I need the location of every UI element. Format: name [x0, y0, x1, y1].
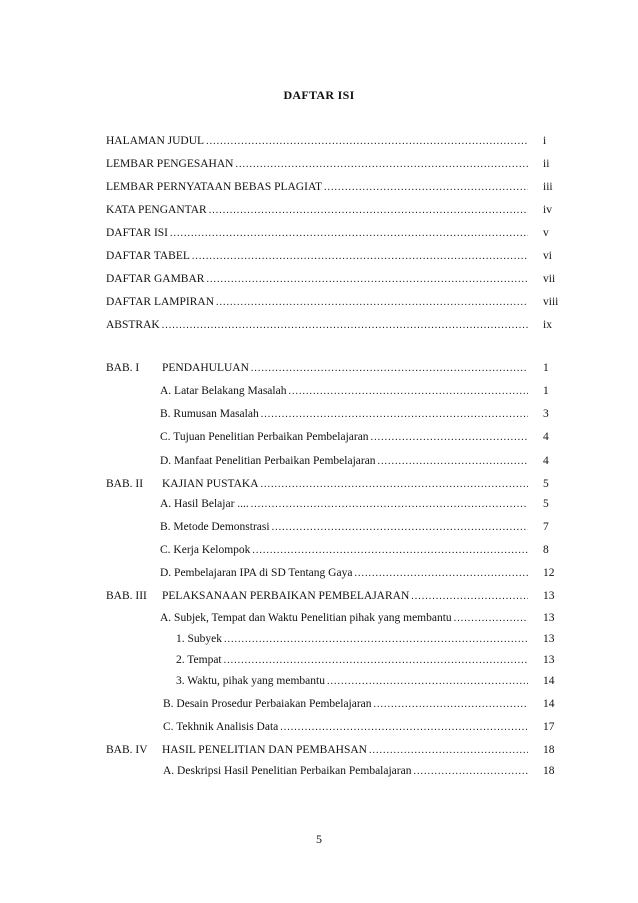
toc-entry-row: [163, 762, 528, 780]
toc-entry-row: [160, 541, 528, 559]
toc-entry-label: [160, 495, 249, 513]
toc-page-number: 4: [543, 455, 549, 467]
toc-page-number: viii: [543, 296, 559, 308]
dot-leader: [288, 383, 528, 401]
toc-entry-label: [176, 630, 222, 648]
toc-page-number: ii: [543, 158, 550, 170]
toc-entry-row: [163, 695, 528, 713]
toc-page-number: 7: [543, 521, 549, 533]
toc-entry-label: [160, 452, 376, 470]
toc-entry-row: [163, 718, 528, 736]
chapter-number: BAB. II: [106, 478, 144, 490]
dot-leader: [251, 360, 528, 378]
toc-page-number: 13: [543, 633, 555, 645]
toc-entry-text: KAJIAN PUSTAKA: [162, 478, 259, 490]
toc-entry-label: [106, 587, 409, 605]
dot-leader: [272, 519, 528, 537]
dot-leader: [324, 179, 528, 197]
toc-page-number: 13: [543, 654, 555, 666]
toc-entry-text: PELAKSANAAN PERBAIKAN PEMBELAJARAN: [162, 590, 410, 602]
toc-entry-label: [106, 247, 190, 265]
toc-entry-label: [160, 541, 250, 559]
toc-entry-row: [160, 405, 528, 423]
toc-entry-text: A. Deskripsi Hasil Penelitian Perbaikan Pembalajaran: [163, 765, 412, 777]
toc-entry-text: DAFTAR LAMPIRAN: [106, 296, 215, 308]
dot-leader: [224, 652, 528, 670]
toc-entry-text: C. Tujuan Penelitian Perbaikan Pembelajaran: [160, 431, 369, 443]
toc-chapter-row: [106, 475, 528, 493]
toc-entry-label: [160, 518, 270, 536]
dot-leader: [261, 406, 528, 424]
toc-entry-text: 1. Subyek: [176, 633, 222, 645]
toc-entry-row: [106, 224, 528, 242]
dot-leader: [374, 696, 528, 714]
toc-page-number: 1: [543, 385, 549, 397]
toc-entry-label: [106, 293, 214, 311]
toc-entry-text: ABSTRAK: [106, 319, 160, 331]
toc-entry-label: [106, 155, 233, 173]
toc-entry-text: DAFTAR TABEL: [106, 250, 190, 262]
dot-leader: [280, 719, 528, 737]
toc-page-number: iii: [543, 181, 553, 193]
toc-page-number: v: [543, 227, 549, 239]
toc-page-number: 8: [543, 544, 549, 556]
toc-entry-text: B. Metode Demonstrasi: [160, 521, 270, 533]
toc-entry-text: LEMBAR PENGESAHAN: [106, 158, 234, 170]
toc-entry-text: A. Latar Belakang Masalah: [160, 385, 287, 397]
toc-entry-text: LEMBAR PERNYATAAN BEBAS PLAGIAT: [106, 181, 323, 193]
toc-page-number: 17: [543, 721, 555, 733]
toc-chapter-row: [106, 587, 528, 605]
toc-entry-text: DAFTAR ISI: [106, 227, 169, 239]
toc-entry-row: [106, 201, 528, 219]
toc-page-number: 12: [543, 567, 555, 579]
toc-entry-label: [106, 132, 204, 150]
toc-entry-label: [160, 609, 452, 627]
toc-entry-text: B. Rumusan Masalah: [160, 408, 259, 420]
toc-entry-text: D. Manfaat Penelitian Perbaikan Pembelajaran: [160, 455, 376, 467]
toc-entry-row: [106, 132, 528, 150]
toc-entry-text: D. Pembelajaran IPA di SD Tentang Gaya: [160, 567, 353, 579]
dot-leader: [192, 248, 528, 266]
toc-page-number: 13: [543, 590, 555, 602]
dot-leader: [216, 294, 528, 312]
toc-entry-row: [106, 270, 528, 288]
toc-entry-label: [106, 316, 160, 334]
dot-leader: [261, 476, 528, 494]
toc-entry-label: [163, 695, 372, 713]
toc-entry-label: [106, 475, 259, 493]
toc-entry-label: [160, 382, 286, 400]
toc-entry-label: [176, 672, 325, 690]
toc-chapter-row: [106, 741, 528, 759]
toc-entry-text: A. Hasil Belajar ....: [160, 498, 249, 510]
toc-entry-row: [106, 293, 528, 311]
dot-leader: [411, 588, 528, 606]
toc-page-number: iv: [543, 204, 552, 216]
toc-entry-text: PENDAHULUAN: [162, 362, 249, 374]
dot-leader: [454, 610, 528, 628]
toc-entry-row: [160, 518, 528, 536]
dot-leader: [162, 317, 528, 335]
toc-entry-row: [106, 247, 528, 265]
toc-entry-label: [160, 564, 352, 582]
dot-leader: [170, 225, 528, 243]
dot-leader: [413, 763, 528, 781]
dot-leader: [252, 542, 528, 560]
toc-entry-label: [176, 651, 222, 669]
toc-entry-row: [160, 382, 528, 400]
toc-entry-text: 3. Waktu, pihak yang membantu: [176, 675, 325, 687]
toc-entry-row: [176, 651, 528, 669]
toc-entry-text: HASIL PENELITIAN DAN PEMBAHSAN: [162, 744, 367, 756]
toc-entry-label: [106, 178, 322, 196]
toc-entry-text: 2. Tempat: [176, 654, 222, 666]
dot-leader: [371, 429, 528, 447]
toc-entry-text: DAFTAR GAMBAR: [106, 273, 205, 285]
toc-entry-row: [176, 672, 528, 690]
chapter-number: BAB. I: [106, 362, 140, 374]
toc-entry-row: [160, 609, 528, 627]
toc-entry-text: HALAMAN JUDUL: [106, 135, 205, 147]
toc-entry-label: [160, 405, 259, 423]
toc-page-number: i: [543, 135, 547, 147]
toc-page-number: vi: [543, 250, 552, 262]
toc-entry-row: [160, 428, 528, 446]
toc-entry-text: B. Desain Prosedur Perbaiakan Pembelajaran: [163, 698, 372, 710]
toc-page-number: 18: [543, 765, 555, 777]
dot-leader: [224, 631, 528, 649]
toc-entry-row: [106, 178, 528, 196]
dot-leader: [235, 156, 528, 174]
toc-entry-label: [106, 201, 207, 219]
toc-entry-label: [163, 718, 278, 736]
dot-leader: [209, 202, 528, 220]
toc-entry-text: KATA PENGANTAR: [106, 204, 207, 216]
dot-leader: [206, 271, 528, 289]
toc-entry-label: [160, 428, 369, 446]
toc-page-number: 3: [543, 408, 549, 420]
toc-page-number: ix: [543, 319, 552, 331]
dot-leader: [378, 453, 528, 471]
toc-entry-row: [106, 316, 528, 334]
toc-page-number: 18: [543, 744, 555, 756]
toc-entry-row: [106, 155, 528, 173]
dot-leader: [327, 673, 528, 691]
toc-entry-text: C. Kerja Kelompok: [160, 544, 251, 556]
dot-leader: [206, 133, 528, 151]
toc-entry-row: [160, 564, 528, 582]
toc-entry-row: [176, 630, 528, 648]
toc-entry-row: [160, 495, 528, 513]
dot-leader: [251, 496, 528, 514]
toc-entry-label: [106, 224, 168, 242]
toc-page-number: vii: [543, 273, 556, 285]
toc-page-number: 5: [543, 478, 549, 490]
chapter-number: BAB. III: [106, 590, 147, 602]
toc-page-number: 5: [543, 498, 549, 510]
toc-entry-label: [106, 741, 367, 759]
toc-chapter-row: [106, 359, 528, 377]
toc-page-number: 1: [543, 362, 549, 374]
page-title: DAFTAR ISI: [283, 88, 355, 102]
chapter-number: BAB. IV: [106, 744, 148, 756]
page-number: 5: [316, 832, 322, 846]
toc-entry-label: [106, 270, 204, 288]
toc-page-number: 14: [543, 675, 555, 687]
toc-entry-label: [106, 359, 249, 377]
toc-page-number: 4: [543, 431, 549, 443]
toc-entry-row: [160, 452, 528, 470]
toc-page-number: 14: [543, 698, 555, 710]
toc-page-number: 13: [543, 612, 555, 624]
toc-entry-label: [163, 762, 411, 780]
toc-entry-text: A. Subjek, Tempat dan Waktu Penelitian pihak yang membantu: [160, 612, 452, 624]
dot-leader: [369, 742, 528, 760]
dot-leader: [354, 565, 528, 583]
toc-entry-text: C. Tekhnik Analisis Data: [163, 721, 279, 733]
